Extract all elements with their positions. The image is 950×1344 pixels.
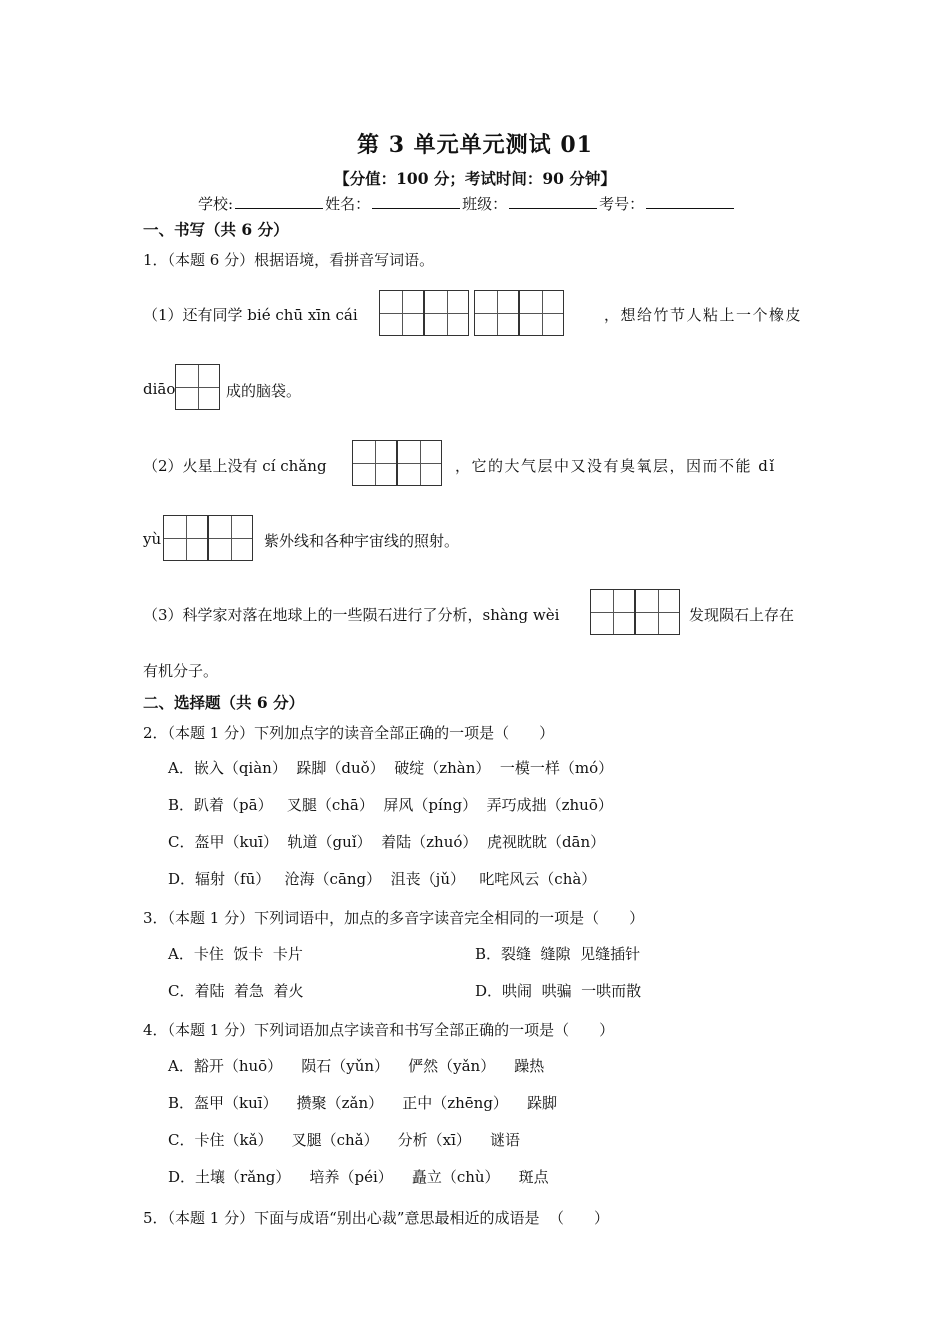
- class-label: 班级：: [462, 195, 508, 213]
- q1-part1-grid2[interactable]: [175, 364, 220, 410]
- class-blank[interactable]: [509, 194, 597, 209]
- q1-part2-line2-after: 紫外线和各种宇宙线的照射。: [264, 532, 460, 550]
- q4-option-c[interactable]: C．卡住（kǎ） 叉腿（chǎ） 分析（xī） 谜语: [168, 1131, 520, 1149]
- writing-grid-cell[interactable]: [424, 290, 469, 336]
- q1-part1-line2-after: 成的脑袋。: [226, 382, 302, 400]
- writing-grid-cell[interactable]: [379, 290, 424, 336]
- q1-part1-grid[interactable]: [379, 290, 564, 336]
- question-1-stem: 1．（本题 6 分）根据语境，看拼音写词语。: [143, 251, 435, 269]
- q1-part2-grid[interactable]: [352, 440, 442, 486]
- writing-grid-cell[interactable]: [519, 290, 564, 336]
- q1-part3-text: （3）科学家对落在地球上的一些陨石进行了分析，shàng wèi: [143, 606, 560, 624]
- q1-part1-after: ，想给竹节人粘上一个橡皮: [604, 306, 803, 324]
- writing-grid-cell[interactable]: [474, 290, 519, 336]
- student-info-line: [198, 193, 736, 214]
- question-5-stem: 5．（本题 1 分）下面与成语“别出心裁”意思最相近的成语是 （ ）: [143, 1209, 609, 1227]
- q2-option-b[interactable]: B．趴着（pā） 叉腿（chā） 屏风（píng） 弄巧成拙（zhuō）: [168, 796, 613, 814]
- q3-option-b[interactable]: B．裂缝 缝隙 见缝插针: [475, 945, 641, 963]
- q2-option-d[interactable]: D．辐射（fū） 沧海（cāng） 沮丧（jǔ） 叱咤风云（chà）: [168, 870, 597, 888]
- q1-part3-line2: 有机分子。: [143, 662, 219, 680]
- q1-part2-text: （2）火星上没有 cí chǎng: [143, 457, 327, 475]
- q3-option-a[interactable]: A．卡住 饭卡 卡片: [168, 945, 303, 963]
- writing-grid-cell[interactable]: [208, 515, 253, 561]
- writing-grid-cell[interactable]: [590, 589, 635, 635]
- question-3-stem: 3．（本题 1 分）下列词语中，加点的多音字读音完全相同的一项是（ ）: [143, 909, 645, 927]
- name-label: 姓名：: [325, 195, 371, 213]
- q1-part3-grid[interactable]: [590, 589, 680, 635]
- school-label: 学校:: [198, 195, 234, 213]
- section-heading-writing: 一、书写（共 6 分）: [143, 220, 289, 239]
- section-heading-choice: 二、选择题（共 6 分）: [143, 693, 305, 712]
- q2-option-c[interactable]: C．盔甲（kuī） 轨道（guǐ） 着陆（zhuó） 虎视眈眈（dān）: [168, 833, 606, 851]
- q2-option-a[interactable]: A．嵌入（qiàn） 跺脚（duǒ） 破绽（zhàn） 一模一样（mó）: [168, 759, 614, 777]
- school-blank[interactable]: [235, 194, 323, 209]
- q1-part1-pinyin2: diāo: [143, 380, 176, 398]
- q1-part2-after: ，它的大气层中又没有臭氧层，因而不能 dǐ: [455, 457, 776, 475]
- writing-grid-cell[interactable]: [352, 440, 397, 486]
- writing-grid-cell[interactable]: [163, 515, 208, 561]
- exam-no-label: 考号：: [599, 195, 645, 213]
- question-4-stem: 4．（本题 1 分）下列词语加点字读音和书写全部正确的一项是（ ）: [143, 1021, 615, 1039]
- q1-part2-grid2[interactable]: [163, 515, 253, 561]
- q3-option-c[interactable]: C．着陆 着急 着火: [168, 982, 304, 1000]
- name-blank[interactable]: [372, 194, 460, 209]
- q4-option-d[interactable]: D．土壤（rǎng） 培养（péi） 矗立（chù） 斑点: [168, 1168, 549, 1186]
- q4-option-a[interactable]: A．豁开（huō） 陨石（yǔn） 俨然（yǎn） 躁热: [168, 1057, 545, 1075]
- q1-part2-pinyin2: yù: [143, 530, 162, 548]
- writing-grid-cell[interactable]: [175, 364, 220, 410]
- exam-subtitle: 【分值：100 分；考试时间：90 分钟】: [334, 169, 616, 188]
- q4-option-b[interactable]: B．盔甲（kuī） 攒聚（zǎn） 正中（zhēng） 跺脚: [168, 1094, 557, 1112]
- exam-no-blank[interactable]: [646, 194, 734, 209]
- q1-part3-after: 发现陨石上存在: [689, 606, 795, 624]
- writing-grid-cell[interactable]: [397, 440, 442, 486]
- q3-option-d[interactable]: D．哄闹 哄骗 一哄而散: [475, 982, 642, 1000]
- writing-grid-cell[interactable]: [635, 589, 680, 635]
- q1-part1-text: （1）还有同学 bié chū xīn cái: [143, 306, 358, 324]
- page-title: 第 3 单元单元测试 01: [357, 132, 593, 158]
- question-2-stem: 2．（本题 1 分）下列加点字的读音全部正确的一项是（ ）: [143, 724, 555, 742]
